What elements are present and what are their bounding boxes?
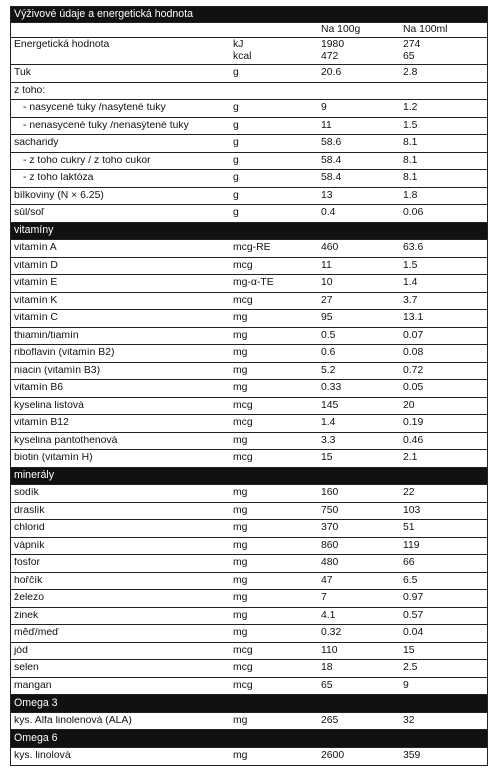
energy-100g-kcal: 472 xyxy=(321,51,339,62)
omega3-section-title: Omega 3 xyxy=(14,696,58,709)
row-label: mangan xyxy=(14,680,52,691)
row-per-100ml: 63.6 xyxy=(403,242,424,254)
mineral-row xyxy=(11,643,487,661)
mineral-row xyxy=(11,660,487,678)
row-label: Tuk xyxy=(14,68,31,79)
row-per-100ml: 0.19 xyxy=(403,417,424,429)
row-per-100ml: 0.04 xyxy=(403,627,424,639)
row-per-100g: 58.6 xyxy=(321,137,342,149)
row-per-100g: 160 xyxy=(321,487,339,499)
vitamin-row xyxy=(11,345,487,363)
row-per-100g: 3.3 xyxy=(321,434,336,446)
row-label: z toho: xyxy=(14,85,46,96)
row-per-100g: 27 xyxy=(321,294,333,306)
mineral-row xyxy=(11,678,487,696)
nutrient-row xyxy=(11,100,487,118)
row-unit: mg xyxy=(233,609,248,621)
row-per-100ml: 9 xyxy=(403,679,409,691)
nutrient-row xyxy=(11,83,487,101)
energy-units xyxy=(233,39,321,63)
row-per-100ml: 51 xyxy=(403,522,415,534)
nutrient-row xyxy=(11,205,487,223)
energy-unit-kcal: kcal xyxy=(233,51,252,62)
row-unit: mg xyxy=(233,750,248,762)
energy-unit-kj: kJ xyxy=(233,39,244,50)
minerals-section-title: minerály xyxy=(14,469,55,482)
vitamin-row xyxy=(11,363,487,381)
row-per-100g: 370 xyxy=(321,522,339,534)
row-per-100g: 15 xyxy=(321,452,333,464)
row-per-100g: 95 xyxy=(321,312,333,324)
row-label: železo xyxy=(14,593,45,604)
row-per-100ml: 8.1 xyxy=(403,137,418,149)
row-label: fosfor xyxy=(14,558,40,569)
row-per-100g: 0.33 xyxy=(321,382,342,394)
row-per-100g: 750 xyxy=(321,504,339,516)
row-label: zinek xyxy=(14,610,39,621)
mineral-row xyxy=(11,538,487,556)
row-unit: mcg xyxy=(233,644,253,656)
omega6-row xyxy=(11,748,487,766)
energy-100ml-kcal: 65 xyxy=(403,51,415,62)
row-unit: g xyxy=(233,172,239,184)
row-label: kyselina listová xyxy=(14,400,84,411)
row-per-100g: 1.4 xyxy=(321,417,336,429)
row-unit: mg xyxy=(233,382,248,394)
row-per-100ml: 20 xyxy=(403,399,415,411)
row-per-100ml: 8.1 xyxy=(403,154,418,166)
row-per-100g: 58.4 xyxy=(321,154,342,166)
row-per-100g: 18 xyxy=(321,662,333,674)
row-per-100ml: 0.07 xyxy=(403,329,424,341)
row-unit: g xyxy=(233,67,239,79)
row-label: vitamín K xyxy=(14,295,58,306)
table-title-text: Výživové údaje a energetická hodnota xyxy=(14,8,194,21)
vitamin-row xyxy=(11,450,487,468)
row-per-100g: 10 xyxy=(321,277,333,289)
row-unit: mcg xyxy=(233,294,253,306)
row-label: - z toho cukry / z toho cukor xyxy=(23,155,151,166)
row-per-100g: 20.6 xyxy=(321,67,342,79)
row-per-100g: 0.4 xyxy=(321,207,336,219)
energy-label: Energetická hodnota xyxy=(14,39,110,50)
row-per-100ml: 119 xyxy=(403,539,420,551)
row-unit: mg xyxy=(233,504,248,516)
row-label: vitamín A xyxy=(14,243,57,254)
row-unit: mcg xyxy=(233,399,253,411)
vitamin-row xyxy=(11,258,487,276)
row-per-100ml: 103 xyxy=(403,504,421,516)
row-unit: mg xyxy=(233,557,248,569)
row-unit: mg xyxy=(233,347,248,359)
row-unit: mcg xyxy=(233,679,253,691)
table-body xyxy=(11,65,487,765)
row-unit: mg xyxy=(233,592,248,604)
row-unit: mg-α-TE xyxy=(233,277,274,289)
row-per-100ml: 6.5 xyxy=(403,574,418,586)
vitamin-row xyxy=(11,433,487,451)
vitamin-row xyxy=(11,240,487,258)
mineral-row xyxy=(11,590,487,608)
row-label: draslík xyxy=(14,505,45,516)
row-label: riboflavin (vitamín B2) xyxy=(14,348,115,359)
row-per-100g: 7 xyxy=(321,592,327,604)
column-header-per-100g: Na 100g xyxy=(321,23,361,35)
vitamins-section-title: vitamíny xyxy=(14,224,54,237)
row-label: niacin (vitamín B3) xyxy=(14,365,101,376)
row-per-100g: 860 xyxy=(321,539,339,551)
row-per-100g: 11 xyxy=(321,119,332,131)
row-per-100g: 65 xyxy=(321,679,333,691)
row-label: selen xyxy=(14,663,39,674)
mineral-row xyxy=(11,608,487,626)
row-per-100ml: 0.46 xyxy=(403,434,424,446)
row-unit: mg xyxy=(233,574,248,586)
row-label: vitamín B12 xyxy=(14,418,69,429)
row-per-100ml: 3.7 xyxy=(403,294,418,306)
row-per-100ml: 1.8 xyxy=(403,189,418,201)
row-per-100g: 460 xyxy=(321,242,339,254)
row-per-100g: 0.6 xyxy=(321,347,336,359)
row-per-100ml: 0.72 xyxy=(403,364,424,376)
row-unit: g xyxy=(233,137,239,149)
row-label: hořčík xyxy=(14,575,43,586)
row-unit: mcg xyxy=(233,259,253,271)
nutrient-row xyxy=(11,170,487,188)
row-unit: mg xyxy=(233,522,248,534)
omega3-section-header xyxy=(11,695,487,713)
row-per-100ml: 0.05 xyxy=(403,382,424,394)
row-per-100ml: 1.5 xyxy=(403,119,418,131)
row-unit: mg xyxy=(233,487,248,499)
row-per-100g: 265 xyxy=(321,714,339,726)
row-unit: g xyxy=(233,102,239,114)
row-per-100ml: 0.57 xyxy=(403,609,424,621)
row-per-100ml: 22 xyxy=(403,487,415,499)
row-per-100ml: 0.06 xyxy=(403,207,424,219)
omega6-section-header xyxy=(11,730,487,748)
row-label: - nasycené tuky /nasytené tuky xyxy=(23,103,166,114)
row-per-100g: 58.4 xyxy=(321,172,342,184)
row-label: sodík xyxy=(14,488,39,499)
row-unit: mg xyxy=(233,627,248,639)
nutrient-row xyxy=(11,118,487,136)
row-label: měď/meď xyxy=(14,628,59,639)
vitamins-section-header xyxy=(11,223,487,241)
omega3-row xyxy=(11,713,487,731)
row-label: kyselina pantothenová xyxy=(14,435,118,446)
row-label: vitamín C xyxy=(14,313,58,324)
row-per-100ml: 1.2 xyxy=(403,102,418,114)
row-label: vitamín B6 xyxy=(14,383,64,394)
row-unit: mg xyxy=(233,539,248,551)
row-per-100g: 11 xyxy=(321,259,332,271)
row-per-100g: 5.2 xyxy=(321,364,336,376)
mineral-row xyxy=(11,485,487,503)
row-unit: g xyxy=(233,207,239,219)
row-unit: g xyxy=(233,154,239,166)
row-per-100g: 13 xyxy=(321,189,333,201)
row-label: kys. Alfa linolenová (ALA) xyxy=(14,715,132,726)
row-unit: mg xyxy=(233,714,248,726)
row-per-100g: 480 xyxy=(321,557,339,569)
row-per-100ml: 1.5 xyxy=(403,259,418,271)
row-per-100g: 47 xyxy=(321,574,333,586)
row-label: - z toho laktóza xyxy=(23,173,94,184)
row-label: sůl/soľ xyxy=(14,208,45,219)
row-per-100ml: 66 xyxy=(403,557,415,569)
mineral-row xyxy=(11,555,487,573)
row-label: sacharidy xyxy=(14,138,59,149)
column-header-per-100ml: Na 100ml xyxy=(403,23,448,35)
row-unit: mg xyxy=(233,434,248,446)
row-per-100ml: 13.1 xyxy=(403,312,424,324)
vitamin-row xyxy=(11,380,487,398)
row-unit: mg xyxy=(233,312,248,324)
row-label: biotin (vitamín H) xyxy=(14,453,93,464)
vitamin-row xyxy=(11,310,487,328)
energy-per-100ml xyxy=(403,39,487,63)
row-per-100g: 0.5 xyxy=(321,329,336,341)
row-label: vitamín D xyxy=(14,260,58,271)
row-label: - nenasycené tuky /nenasýtené tuky xyxy=(23,120,189,131)
row-unit: mg xyxy=(233,364,248,376)
row-per-100g: 9 xyxy=(321,102,327,114)
column-header-row xyxy=(11,23,487,38)
row-label: kys. linolová xyxy=(14,751,71,762)
row-label: bílkoviny (N × 6.25) xyxy=(14,190,104,201)
nutrient-row xyxy=(11,65,487,83)
vitamin-row xyxy=(11,293,487,311)
mineral-row xyxy=(11,625,487,643)
row-per-100ml: 32 xyxy=(403,714,415,726)
mineral-row xyxy=(11,573,487,591)
nutrient-row xyxy=(11,188,487,206)
row-unit: mg xyxy=(233,329,248,341)
row-per-100g: 145 xyxy=(321,399,339,411)
nutrition-table xyxy=(10,6,488,766)
energy-100ml-kj: 274 xyxy=(403,39,421,50)
row-per-100ml: 2.8 xyxy=(403,67,418,79)
row-per-100g: 0.32 xyxy=(321,627,342,639)
table-title xyxy=(11,7,487,23)
row-per-100ml: 2.1 xyxy=(403,452,418,464)
energy-per-100g xyxy=(321,39,403,63)
omega6-section-title: Omega 6 xyxy=(14,731,58,744)
vitamin-row xyxy=(11,275,487,293)
mineral-row xyxy=(11,503,487,521)
row-per-100ml: 1.4 xyxy=(403,277,418,289)
row-per-100g: 2600 xyxy=(321,750,345,762)
row-per-100ml: 0.97 xyxy=(403,592,424,604)
row-unit: mcg xyxy=(233,662,253,674)
row-unit: g xyxy=(233,189,239,201)
vitamin-row xyxy=(11,398,487,416)
row-per-100g: 4.1 xyxy=(321,609,336,621)
nutrient-row xyxy=(11,153,487,171)
row-unit: g xyxy=(233,119,239,131)
minerals-section-header xyxy=(11,468,487,486)
row-label: jód xyxy=(14,645,28,656)
row-per-100ml: 2.5 xyxy=(403,662,418,674)
vitamin-row xyxy=(11,415,487,433)
row-label: vápník xyxy=(14,540,45,551)
energy-100g-kj: 1980 xyxy=(321,39,345,50)
mineral-row xyxy=(11,520,487,538)
row-unit: mcg xyxy=(233,452,253,464)
row-per-100ml: 359 xyxy=(403,750,421,762)
row-label: thiamin/tiamín xyxy=(14,330,79,341)
row-per-100ml: 15 xyxy=(403,644,415,656)
row-unit: mcg xyxy=(233,417,253,429)
nutrient-row xyxy=(11,135,487,153)
vitamin-row xyxy=(11,328,487,346)
energy-row xyxy=(11,38,487,65)
row-per-100g: 110 xyxy=(321,644,338,656)
row-per-100ml: 0.08 xyxy=(403,347,424,359)
row-unit: mcg-RE xyxy=(233,242,271,254)
row-per-100ml: 8.1 xyxy=(403,172,418,184)
row-label: chlorid xyxy=(14,523,45,534)
row-label: vitamín E xyxy=(14,278,58,289)
